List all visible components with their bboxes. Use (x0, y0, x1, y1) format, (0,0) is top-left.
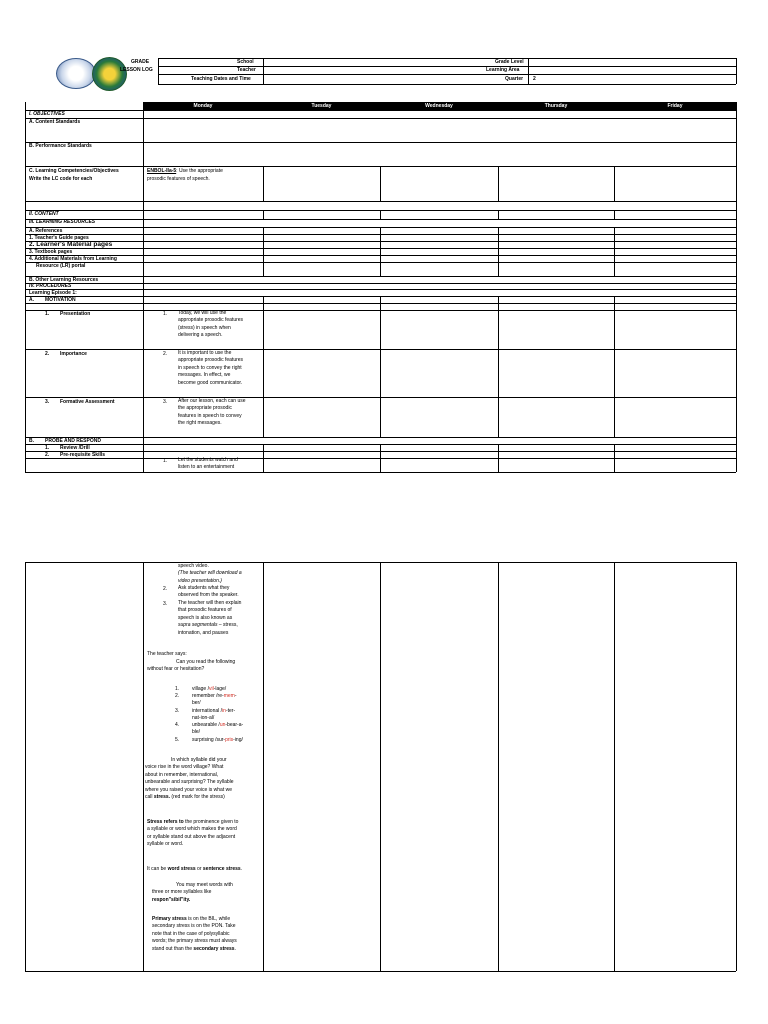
text-span: is on the BIL, while (186, 916, 231, 922)
word-text: surprising /sur- (192, 737, 226, 743)
motivation-letter: A. (29, 297, 34, 303)
text-line: the appropriate prosodic (178, 405, 232, 412)
other-resources-label: B. Other Learning Resources (29, 277, 99, 283)
importance-text (178, 350, 243, 387)
word-item (192, 686, 226, 692)
importance-item-num: 2. (163, 351, 168, 357)
objectives-heading: I. OBJECTIVES (29, 111, 65, 117)
text-line: video presentation.) (178, 577, 222, 584)
word-item (192, 708, 235, 714)
stressed-syllable: vil (208, 686, 214, 692)
tg-pages-label: 1. Teacher's Guide pages (29, 235, 89, 241)
text-span: It can be (147, 866, 168, 872)
performance-standards-label: B. Performance Standards (29, 143, 92, 149)
text-line: the right messages. (178, 420, 222, 427)
prereq-label: Pre-requisite Skills (60, 452, 106, 458)
text-line: speech is also known as (178, 614, 233, 621)
presentation-item-num: 1. (163, 311, 168, 317)
stress-refers: Stress refers to (147, 819, 184, 825)
p2-num-3: 3. (163, 601, 168, 607)
word-num: 5. (175, 737, 180, 743)
word-num: 4. (175, 722, 180, 728)
presentation-num: 1. (45, 311, 50, 317)
text-span: stand out than the (152, 945, 194, 952)
text-line (145, 794, 259, 801)
primary-stress-term: Primary stress (152, 916, 187, 922)
word-rest: -ing/ (233, 737, 243, 743)
syllable-question (145, 757, 259, 801)
stress-definition (147, 819, 259, 849)
text-line: You may meet words with (176, 882, 233, 888)
competency-code: ENBOL-IIa-5 (147, 168, 177, 174)
read-prompt-1: Can you read the following (176, 659, 236, 665)
text-line: messages. In effect, we (178, 372, 231, 379)
secondary-stress-term: secondary stress (193, 945, 235, 952)
word-text: village / (192, 686, 209, 692)
grade-label: GRADE (131, 59, 150, 65)
stressed-syllable: un (219, 722, 226, 728)
content-standards-label: A. Content Standards (29, 119, 81, 125)
day-header-thursday: Thursday (498, 102, 614, 110)
text-line: three or more syllables like (152, 889, 212, 896)
word-num: 2. (175, 693, 180, 699)
presentation-text (178, 310, 243, 340)
deped-seal (56, 58, 96, 89)
grade-level-label: Grade Level (495, 59, 524, 65)
word-stress-term: word stress (167, 866, 196, 872)
text-line (178, 622, 241, 629)
text-line: delivering a speech. (178, 332, 223, 339)
word-rest: -ter- (225, 708, 236, 714)
competency-text-2: prosodic features of speech. (147, 176, 210, 182)
text-line: where you raised your voice is what we (145, 786, 232, 793)
text-line: It is important to use the (178, 350, 232, 356)
teacher-says: The teacher says: (147, 651, 187, 657)
text-line: features in speech to convey (178, 412, 242, 419)
text-line: in speech to convey the right (178, 364, 242, 371)
formative-text (178, 398, 246, 428)
learning-area-label: Learning Area (486, 67, 520, 73)
content-heading: II. CONTENT (29, 211, 59, 217)
stressed-syllable: mem (223, 693, 235, 699)
text-line: The teacher will then explain (178, 600, 242, 606)
prereq-item-num: 1. (163, 458, 168, 464)
formative-item-num: 3. (163, 399, 168, 405)
word-rest: -lage/ (213, 686, 227, 692)
text-line: respon"sibil"ity. (152, 896, 191, 903)
text-line: In which syllable did your (171, 757, 227, 763)
word-rest: -bear-a- (225, 722, 244, 728)
prereq-text (178, 457, 238, 472)
text-span: – stress, (217, 622, 238, 629)
stressed-syllable: in (222, 708, 226, 714)
word-num: 1. (175, 686, 180, 692)
word-item (192, 693, 236, 699)
importance-label: Importance (60, 351, 87, 357)
read-prompt-2: without fear or hesitation? (147, 666, 205, 672)
text-span: call (145, 794, 154, 801)
primary-stress-note (152, 916, 259, 953)
supra-segmentals: supra segmentals (178, 622, 218, 629)
text-line: listen to an entertainment (178, 464, 235, 471)
text-line: Let the students watch and (178, 457, 238, 463)
text-line: voice rise in the word village? What (145, 764, 224, 771)
text-line: a syllable or word which makes the word (147, 826, 237, 833)
text-line (152, 916, 259, 923)
school-label: School (237, 59, 254, 65)
additional-materials-sub-label: Resource (LR) portal (36, 263, 86, 269)
presentation-label: Presentation (60, 311, 91, 317)
stress-types (147, 866, 242, 872)
word-continuation: nat-ion-al/ (192, 715, 215, 721)
probe-letter: B. (29, 438, 34, 444)
text-line: that prosodic features of (178, 607, 232, 614)
lesson-log-label: LESSON LOG (120, 67, 153, 73)
text-line: intonation, and pauses (178, 629, 229, 636)
stress-term: stress. (153, 794, 171, 801)
text-line: become good communicator. (178, 379, 243, 386)
references-label: A. References (29, 228, 63, 234)
text-span: (red mark for the stress) (170, 794, 225, 801)
prereq-num: 2. (45, 452, 50, 458)
text-line (147, 819, 259, 826)
formative-label: Formative Assessment (60, 399, 115, 405)
text-line: secondary stress is on the PON. Take (152, 923, 236, 930)
lm-pages-label: 2. Learner's Material pages (29, 241, 113, 248)
word-text: remember /re- (192, 693, 224, 699)
text-line: appropriate prosodic features (178, 317, 244, 324)
region-seal (92, 57, 127, 91)
competency-text-1: : Use the appropriate (176, 168, 223, 174)
word-text: international / (192, 708, 223, 714)
quarter-label: Quarter (505, 76, 524, 82)
day-header-friday: Friday (614, 102, 736, 110)
quarter-value: 2 (533, 76, 536, 82)
text-line: (stress) in speech when (178, 324, 231, 331)
probe-label: PROBE AND RESPOND (45, 438, 101, 444)
competencies-sub-label: Write the LC code for each (29, 176, 93, 182)
p2-video-text (178, 563, 242, 585)
word-item (192, 722, 243, 728)
procedures-heading: IV. PROCEDURES (29, 283, 72, 289)
textbook-label: 3. Textbook pages (29, 249, 73, 255)
text-span: or (195, 866, 203, 872)
text-line: words; the primary stress must always (152, 938, 237, 945)
text-span: . (240, 866, 243, 872)
text-line: unbearable and surprising? The syllable (145, 779, 234, 786)
text-line: (The teacher will download a (178, 570, 242, 577)
text-line: speech video. (178, 563, 209, 569)
text-line: After our lesson, each can use (178, 398, 246, 404)
day-header-monday: Monday (143, 102, 263, 110)
episode-label: Learning Episode 1: (29, 290, 77, 296)
review-num: 1. (45, 445, 50, 451)
day-header-wednesday: Wednesday (380, 102, 498, 110)
word-rest: - (234, 693, 237, 699)
text-span: . (234, 945, 236, 952)
importance-num: 2. (45, 351, 50, 357)
word-continuation: ble/ (192, 729, 201, 735)
text-line: observed from the speaker. (178, 592, 239, 599)
text-line: note that in the case of polysyllabic (152, 930, 230, 937)
text-line: or syllable stand out above the adjacent (147, 833, 236, 840)
formative-num: 3. (45, 399, 50, 405)
dates-label: Teaching Dates and Time (191, 76, 251, 82)
word-text: unbearable / (192, 722, 220, 728)
resources-heading: III. LEARNING RESOURCES (29, 219, 96, 225)
p2-num-2: 2. (163, 586, 168, 592)
word-continuation: ber/ (192, 700, 201, 706)
teacher-label: Teacher (237, 67, 256, 73)
text-line: appropriate prosodic features (178, 357, 244, 364)
text-line: about in remember, international, (145, 771, 219, 778)
text-line: syllable or word. (147, 841, 184, 848)
p2-ask-text (178, 585, 239, 600)
text-line: Today, we will use the (178, 310, 227, 316)
word-num: 3. (175, 708, 180, 714)
additional-materials-label: 4. Additional Materials from Learning (29, 256, 117, 262)
competencies-label: C. Learning Competencies/Objectives (29, 168, 119, 174)
p2-explain-text (178, 600, 241, 637)
review-label: Review /Drill (60, 445, 90, 451)
text-span: the prominence given to (183, 819, 239, 825)
motivation-label: MOTIVATION (45, 297, 76, 303)
competency-text (147, 168, 223, 174)
text-line (152, 946, 259, 953)
day-header-tuesday: Tuesday (263, 102, 380, 110)
sentence-stress-term: sentence stress (202, 866, 241, 872)
syllables-note (152, 882, 259, 904)
text-line: Ask students what they (178, 585, 230, 591)
stressed-syllable: pris (225, 737, 234, 743)
word-item (192, 737, 243, 743)
